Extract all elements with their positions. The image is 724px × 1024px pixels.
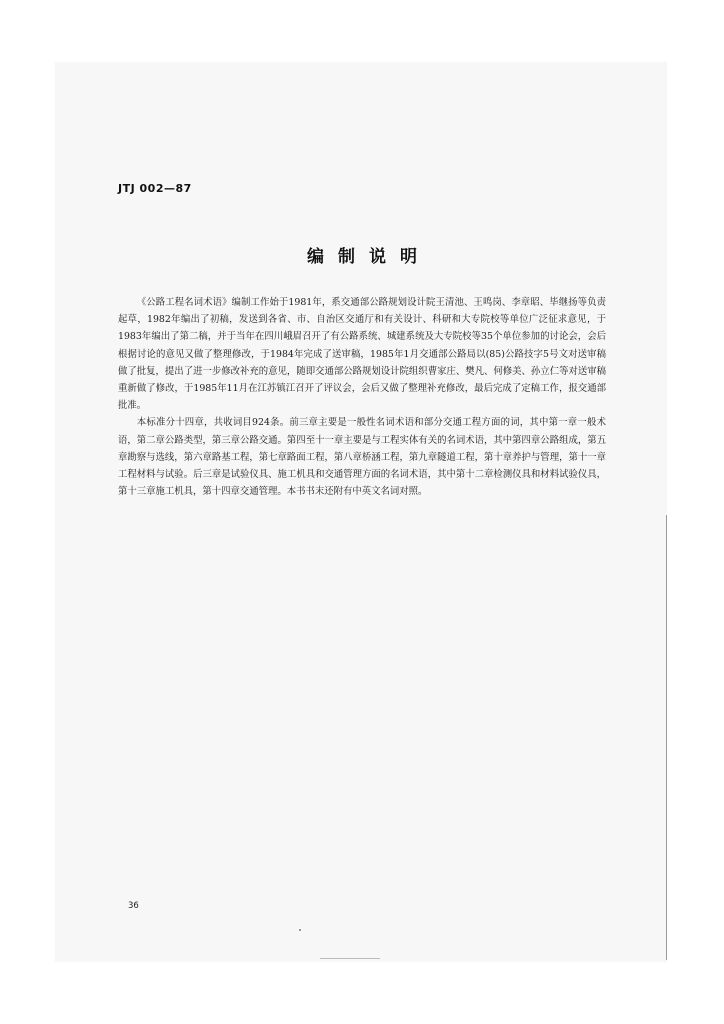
scan-edge-line (666, 515, 667, 960)
body-text (118, 294, 606, 500)
scan-speck (299, 929, 301, 931)
paragraph-compilation-history: 《公路工程名词术语》编制工作始于1981年，系交通部公路规划设计院王清池、王鸣岗、李章昭、毕继扬等负责起草，1982年编出了初稿，发送到各省、市、自治区交通厅和有关设计、科研和大专院校等单位广泛征求意见，于1983年编出了第二稿，并于当年在四川峨眉召开了有公路系统、城建系统及大专院校等35个单位参加的讨论会，会后根据讨论的意见又做了整理修改，于1984年完成了送审稿，1985年1月交通部公路局以(85)公路技字5号文对送审稿做了批复，提出了进一步修改补充的意见，随即交通部公路规划设计院组织曹家庄、樊凡、何修美、孙立仁等对送审稿重新做了修改，于1985年11月在江苏镇江召开了评议会，会后又做了整理补充修改，最后完成了定稿工作，报交通部批准。 (118, 297, 606, 412)
paragraph-chapter-structure: 本标准分十四章，共收词目924条。前三章主要是一般性名词术语和部分交通工程方面的词，其中第一章一般术语，第二章公路类型，第三章公路交通。第四至十一章主要是与工程实体有关的名词术语，其中第四章公路组成，第五章勘察与选线，第六章路基工程，第七章路面工程，第八章桥涵工程，第九章隧道工程，第十章养护与管理，第十一章工程材料与试验。后三章是试验仪具、施工机具和交通管理方面的名词术语，其中第十二章检测仪具和材料试验仪具，第十三章施工机具，第十四章交通管理。本书书末还附有中英文名词对照。 (118, 417, 606, 498)
page-title: 编制说明 (307, 247, 431, 267)
scan-artifact-line (320, 958, 380, 959)
scanned-page-area (55, 62, 667, 962)
document-code: JTJ 002—87 (118, 182, 192, 195)
page-number: 36 (128, 901, 139, 911)
